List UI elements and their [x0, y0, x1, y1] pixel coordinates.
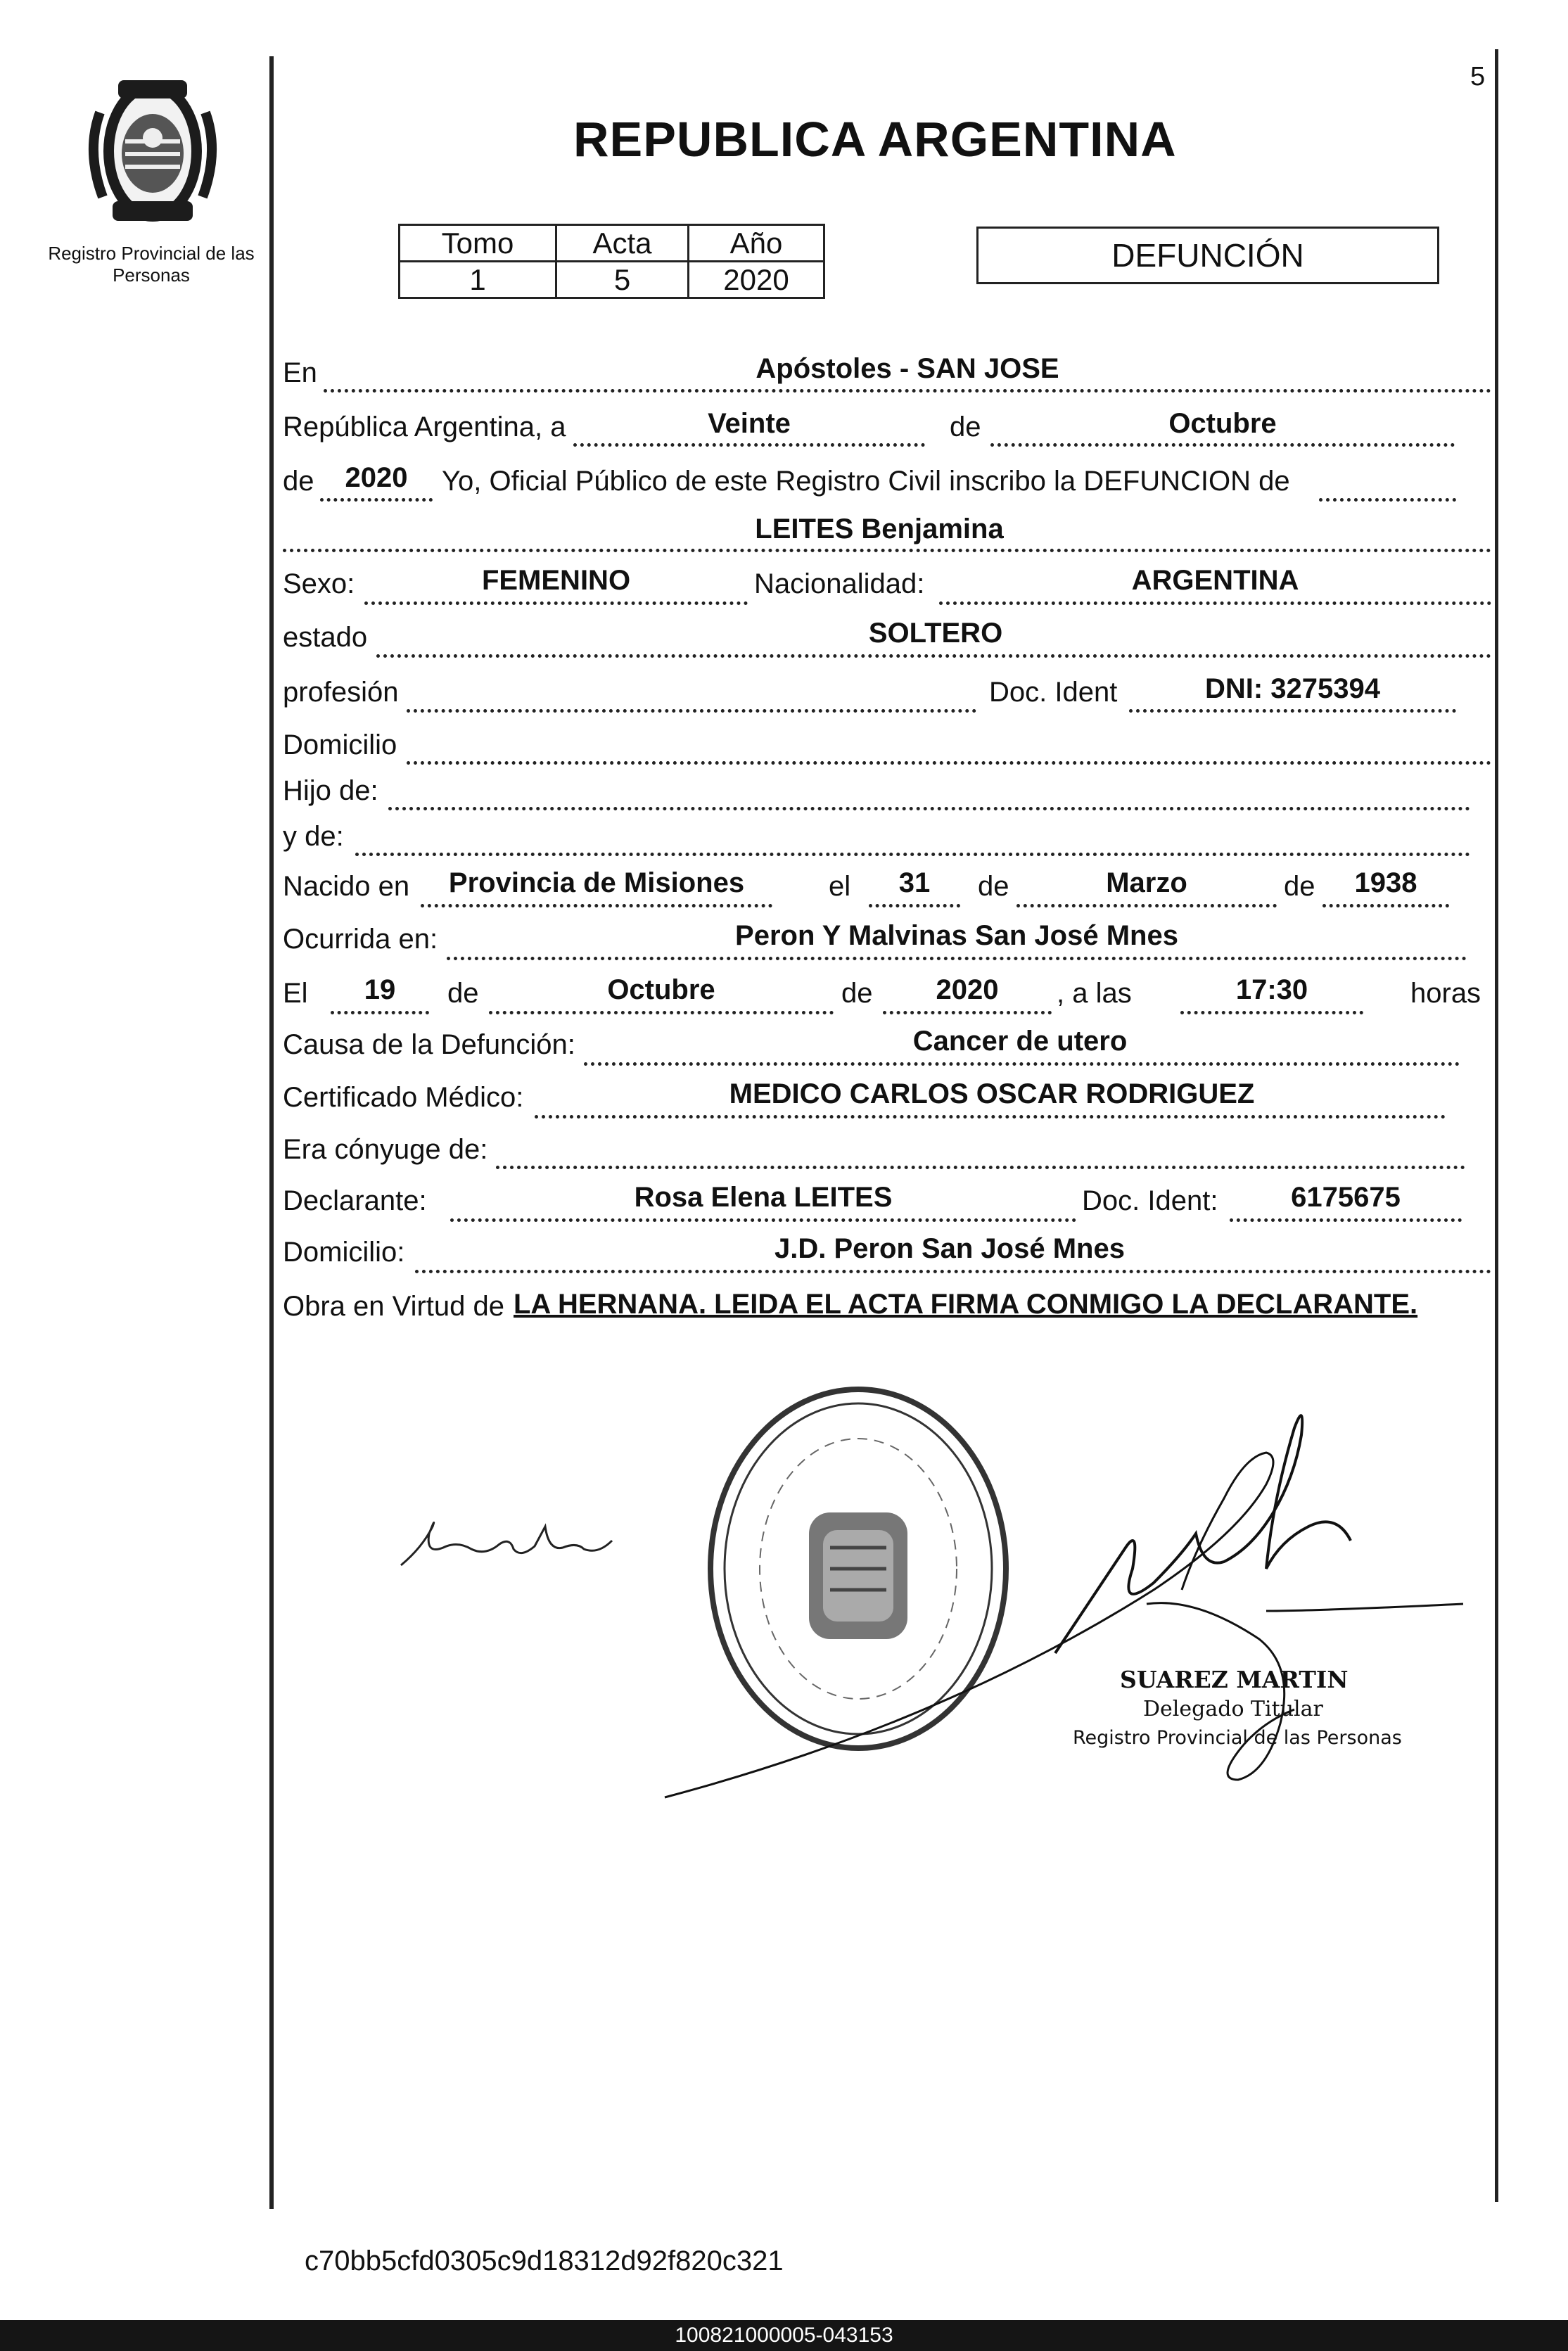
conyuge-label: Era cónyuge de: [283, 1134, 488, 1165]
death-time: 17:30 [1235, 974, 1308, 1005]
de-birth-label: de [978, 871, 1009, 902]
horas-label: horas [1410, 978, 1481, 1009]
ocurrida-label: Ocurrida en: [283, 924, 438, 955]
doc-line [1129, 709, 1456, 713]
en-label: En [283, 357, 317, 388]
hijo-line [388, 807, 1470, 810]
causa-value: Cancer de utero [912, 1026, 1128, 1057]
anio-header: Año [689, 225, 824, 262]
tomo-header: Tomo [400, 225, 556, 262]
tomo-value: 1 [400, 262, 556, 298]
alas-label: , a las [1057, 978, 1132, 1009]
yde-label: y de: [283, 821, 344, 852]
doc2-label: Doc. Ident: [1082, 1185, 1218, 1216]
death-time-line [1180, 1011, 1363, 1014]
sexo-label: Sexo: [283, 568, 355, 599]
declarante-line [450, 1218, 1076, 1222]
birth-day-line [869, 904, 960, 907]
birth-month: Marzo [1106, 867, 1187, 898]
official-org: Registro Provincial de las Personas [1073, 1727, 1402, 1749]
ocurrida-value: Peron Y Malvinas San José Mnes [735, 920, 1178, 951]
domicilio-label: Domicilio [283, 729, 397, 760]
birth-year-line [1322, 904, 1449, 907]
death-day: 19 [364, 974, 396, 1005]
domicilio2-label: Domicilio: [283, 1237, 405, 1268]
de-death-label: de [447, 978, 479, 1009]
causa-line [584, 1062, 1460, 1066]
official-role: Delegado Titular [1143, 1697, 1323, 1721]
inscribo-text: Yo, Oficial Público de este Registro Civil inscribo la DEFUNCION de [442, 466, 1290, 497]
registry-caption: Registro Provincial de las Personas [48, 243, 255, 286]
death-year-line [883, 1011, 1052, 1014]
sexo-value: FEMENINO [481, 565, 631, 596]
acta-header: Acta [556, 225, 689, 262]
day-line [573, 443, 925, 447]
certificado-label: Certificado Médico: [283, 1082, 524, 1113]
doc-label: Doc. Ident [989, 677, 1118, 708]
estado-line [376, 654, 1491, 658]
estado-label: estado [283, 622, 368, 653]
declarante-value: Rosa Elena LEITES [634, 1182, 893, 1213]
nacido-label: Nacido en [283, 871, 410, 902]
profesion-line [407, 709, 976, 713]
acta-value: 5 [556, 262, 689, 298]
el-label: el [829, 871, 851, 902]
de-year-label: de [283, 466, 314, 497]
sexo-line [364, 601, 748, 605]
nacionalidad-line [939, 601, 1491, 605]
nacido-line [421, 904, 772, 907]
causa-label: Causa de la Defunción: [283, 1029, 575, 1060]
obra-label: Obra en Virtud de [283, 1291, 505, 1322]
nacionalidad-value: ARGENTINA [1131, 565, 1299, 596]
profesion-label: profesión [283, 677, 399, 708]
conyuge-line [496, 1166, 1465, 1169]
year-value: 2020 [345, 462, 408, 493]
en-line [324, 389, 1491, 393]
death-month: Octubre [607, 974, 715, 1005]
de-label: de [950, 412, 981, 442]
document-hash: c70bb5cfd0305c9d18312d92f820c321 [305, 2245, 784, 2276]
death-day-line [331, 1011, 429, 1014]
year-line [320, 498, 433, 502]
doc-value: DNI: 3275394 [1204, 673, 1381, 704]
nacido-value: Provincia de Misiones [448, 867, 745, 898]
certificado-line [535, 1115, 1446, 1119]
birth-year: 1938 [1354, 867, 1417, 898]
doc2-line [1230, 1218, 1462, 1222]
declarant-signature [394, 1505, 626, 1583]
anio-value: 2020 [689, 262, 824, 298]
de-death-year-label: de [841, 978, 873, 1009]
record-type-box: DEFUNCIÓN [976, 227, 1439, 284]
en-value: Apóstoles - SAN JOSE [756, 353, 1059, 384]
month-line [990, 443, 1455, 447]
doc2-value: 6175675 [1291, 1182, 1401, 1213]
nacionalidad-label: Nacionalidad: [754, 568, 925, 599]
right-margin-line [1495, 49, 1498, 2202]
page-title: REPUBLICA ARGENTINA [573, 112, 1177, 167]
obra-value: LA HERNANA. LEIDA EL ACTA FIRMA CONMIGO LA DECLARANTE. [514, 1289, 1418, 1320]
ocurrida-line [447, 957, 1467, 960]
name-line [283, 549, 1491, 552]
birth-month-line [1016, 904, 1277, 907]
deceased-name: LEITES Benjamina [755, 514, 1004, 544]
declarante-label: Declarante: [283, 1185, 427, 1216]
rep-label: República Argentina, a [283, 412, 566, 442]
inscribo-line [1319, 498, 1456, 502]
province-logo [79, 70, 227, 232]
domicilio2-value: J.D. Peron San José Mnes [775, 1233, 1125, 1264]
domicilio-line [407, 761, 1491, 765]
day-value: Veinte [708, 408, 791, 439]
de-birth-year-label: de [1284, 871, 1315, 902]
month-value: Octubre [1168, 408, 1277, 439]
estado-value: SOLTERO [868, 618, 1003, 649]
hijo-label: Hijo de: [283, 775, 378, 806]
death-month-line [489, 1011, 834, 1014]
left-margin-line [269, 56, 274, 2209]
death-year: 2020 [936, 974, 999, 1005]
yde-line [355, 853, 1470, 856]
official-name: SUAREZ MARTIN [1120, 1666, 1349, 1693]
certificado-value: MEDICO CARLOS OSCAR RODRIGUEZ [729, 1078, 1255, 1109]
el-death-label: El [283, 978, 308, 1009]
footer-code: 100821000005-043153 [0, 2320, 1568, 2351]
page-number: 5 [1470, 62, 1486, 91]
record-table [398, 224, 825, 299]
domicilio2-line [415, 1270, 1491, 1273]
birth-day: 31 [898, 867, 931, 898]
